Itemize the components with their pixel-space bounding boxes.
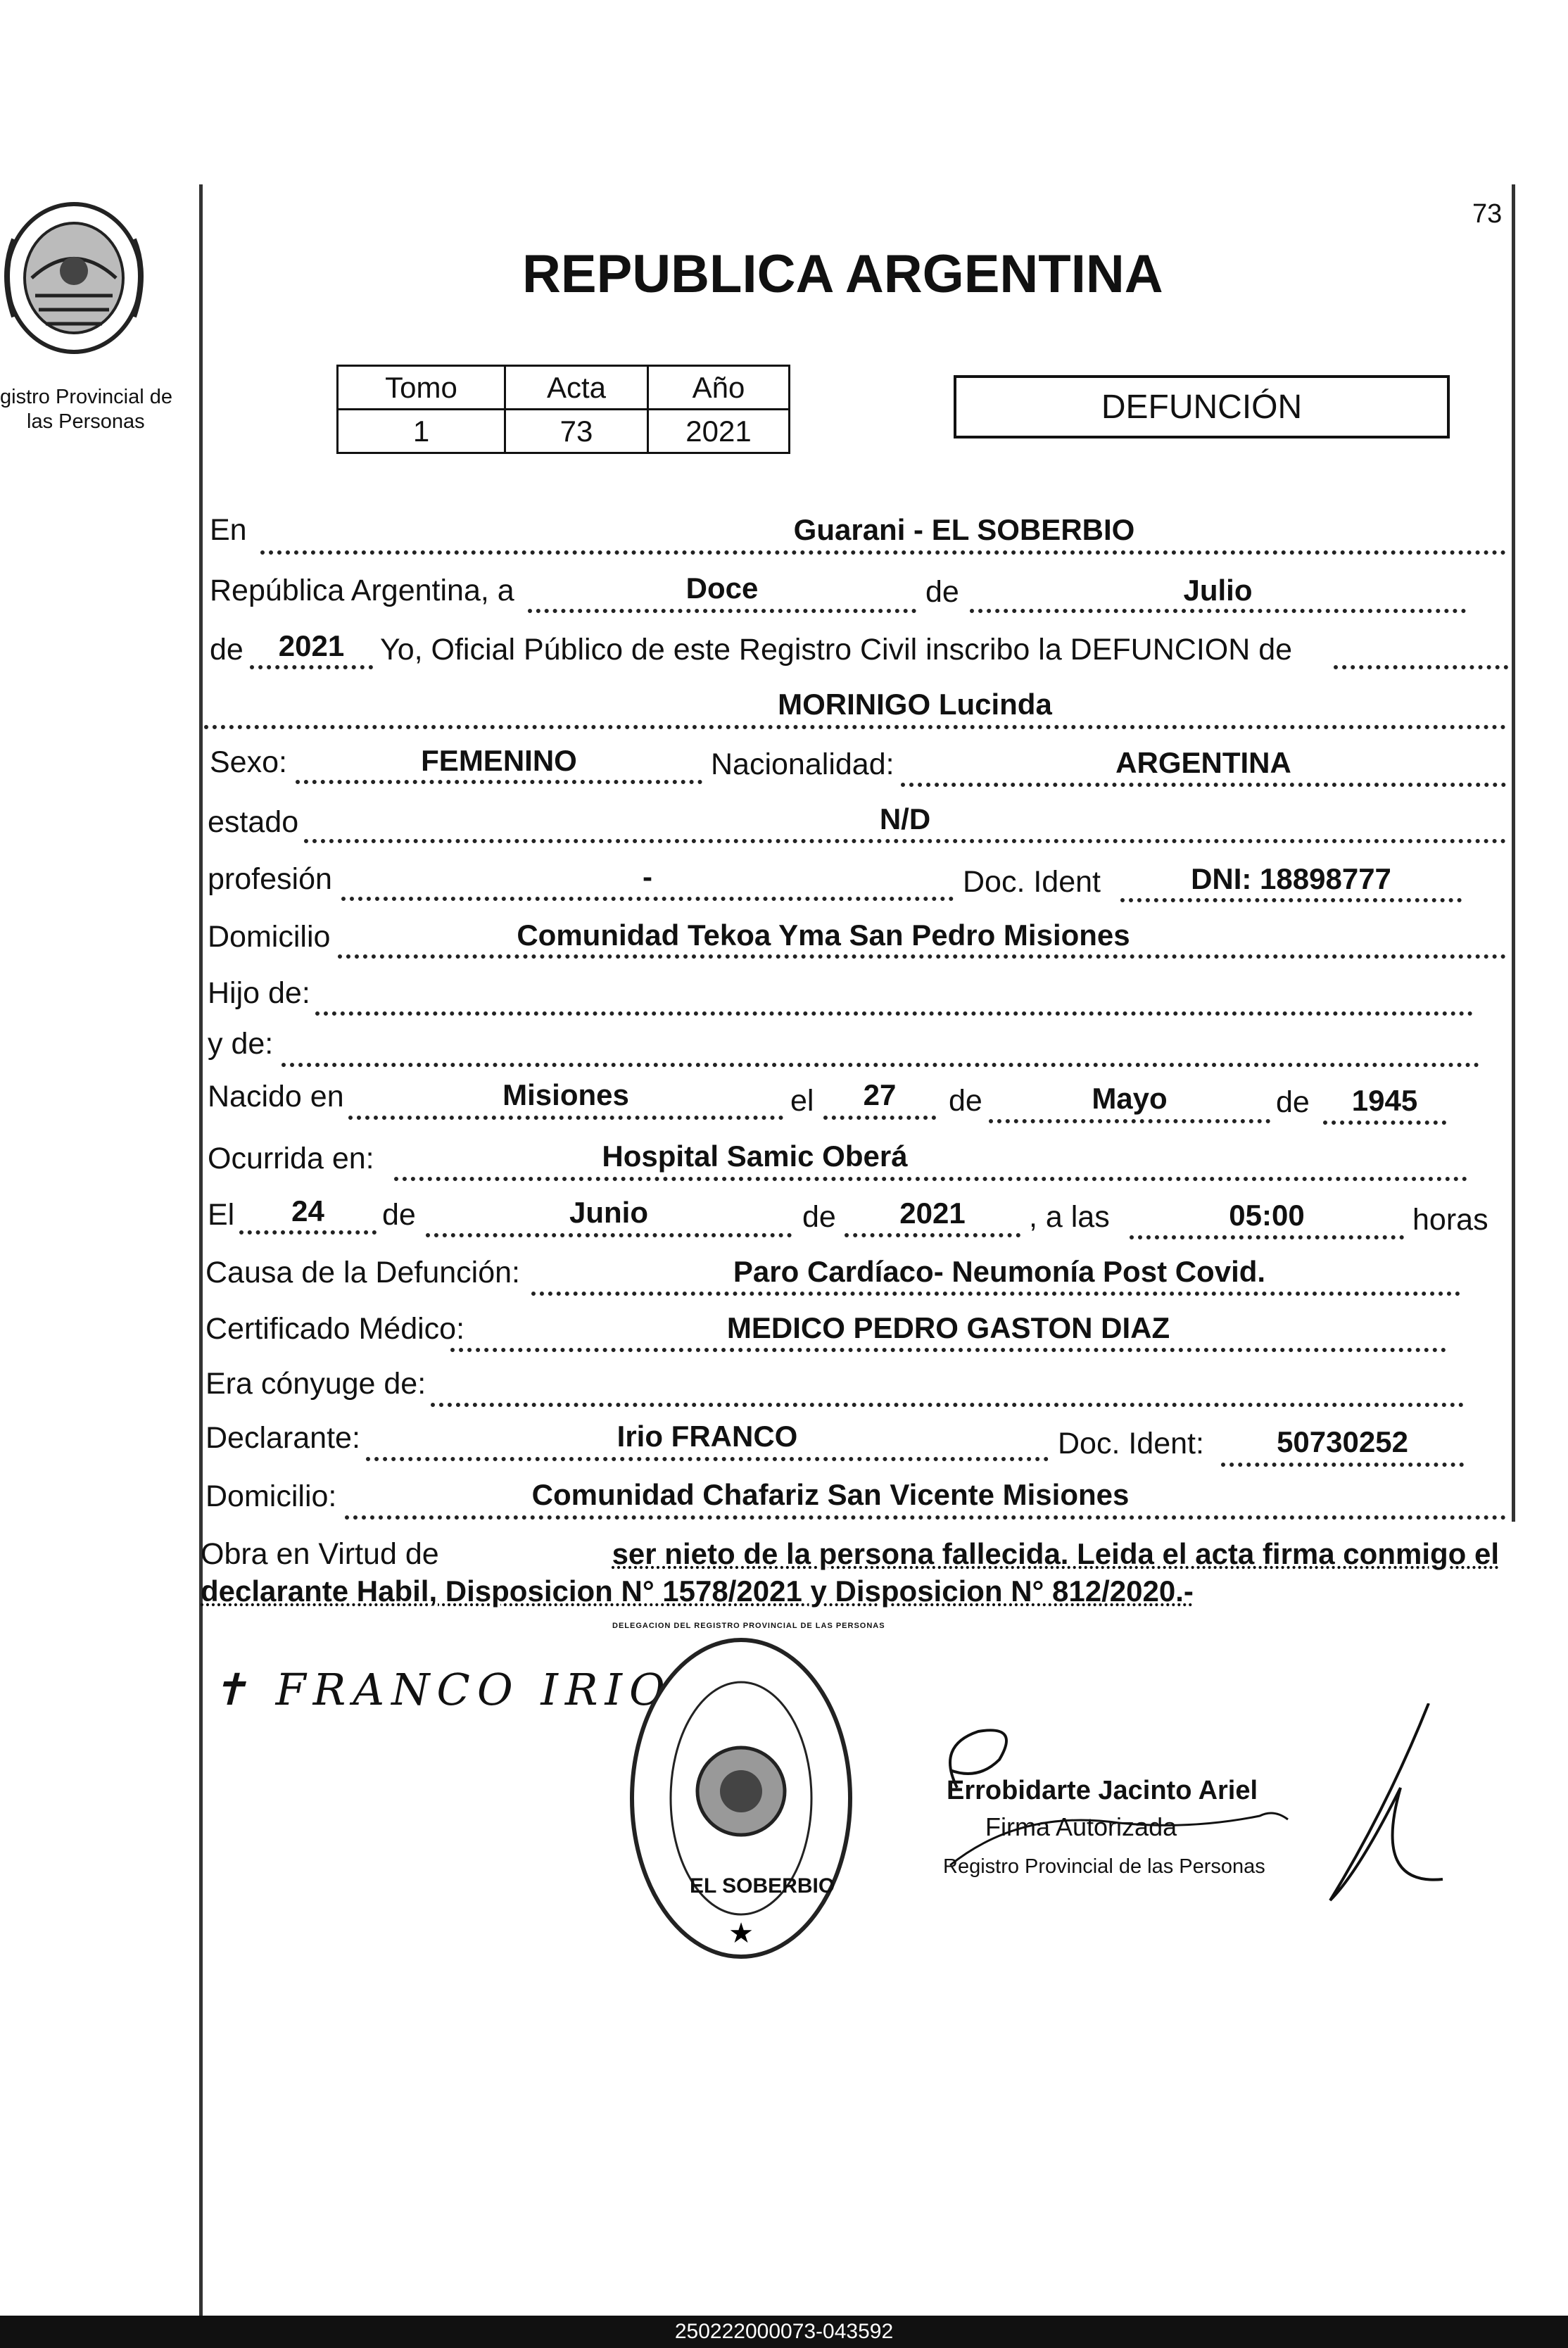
official-signature bbox=[908, 1703, 1471, 1914]
hijo-line bbox=[315, 1011, 1473, 1016]
birth-year-line bbox=[1323, 1121, 1446, 1125]
month-value: Julio bbox=[1183, 574, 1253, 607]
nacido-line bbox=[348, 1116, 783, 1120]
decl-dom-value: Comunidad Chafariz San Vicente Misiones bbox=[531, 1478, 1130, 1511]
decl-doc-label: Doc. Ident: bbox=[1058, 1427, 1204, 1460]
doc-type-box bbox=[954, 375, 1450, 438]
nacionalidad-value: ARGENTINA bbox=[1115, 746, 1291, 779]
stamp-center-text: EL SOBERBIO bbox=[690, 1874, 835, 1898]
doc-ident-value: DNI: 18898777 bbox=[1191, 862, 1391, 895]
profesion-value: - bbox=[643, 860, 652, 893]
yde-line bbox=[282, 1063, 1479, 1067]
nacido-label: Nacido en bbox=[208, 1080, 344, 1113]
death-month-line bbox=[426, 1233, 792, 1237]
place-line bbox=[260, 550, 1506, 555]
estado-line bbox=[304, 839, 1506, 843]
birth-month-line bbox=[989, 1119, 1270, 1123]
certificado-label: Certificado Médico: bbox=[206, 1312, 465, 1346]
death-year-value: 2021 bbox=[899, 1197, 966, 1230]
year-line bbox=[250, 665, 373, 669]
day-line bbox=[528, 609, 916, 613]
official-stamp bbox=[625, 1633, 857, 1964]
death-day-line bbox=[239, 1230, 377, 1235]
death-year-line bbox=[845, 1233, 1020, 1237]
birth-year-value: 1945 bbox=[1351, 1084, 1418, 1117]
barcode-id: 250222000073-043592 bbox=[674, 2320, 894, 2343]
acta-value: 73 bbox=[505, 410, 648, 453]
declarante-value: Irio FRANCO bbox=[617, 1420, 798, 1453]
conyuge-label: Era cónyuge de: bbox=[206, 1367, 426, 1401]
declarante-label: Declarante: bbox=[206, 1421, 360, 1455]
page-number: 73 bbox=[1472, 199, 1503, 229]
decl-doc-value: 50730252 bbox=[1277, 1425, 1408, 1458]
causa-value: Paro Cardíaco- Neumonía Post Covid. bbox=[733, 1255, 1266, 1288]
domicilio-value: Comunidad Tekoa Yma San Pedro Misiones bbox=[517, 919, 1130, 952]
country-title: REPUBLICA ARGENTINA bbox=[522, 244, 1163, 304]
domicilio-line bbox=[338, 954, 1506, 959]
deceased-line bbox=[204, 725, 1506, 729]
republica-label: República Argentina, a bbox=[210, 574, 514, 607]
de-label-4: de bbox=[1276, 1085, 1310, 1119]
obra-label: Obra en Virtud de bbox=[201, 1537, 439, 1571]
conyuge-line bbox=[431, 1403, 1464, 1407]
hijo-label: Hijo de: bbox=[208, 976, 310, 1010]
birth-day-line bbox=[823, 1116, 936, 1120]
en-label: En bbox=[210, 513, 247, 547]
decl-dom-line bbox=[345, 1515, 1506, 1520]
anio-header: Año bbox=[648, 366, 790, 410]
footer-bar bbox=[0, 2316, 1568, 2348]
obra-text-2: declarante Habil, Disposicion N° 1578/2021 y Disposicion N° 812/2020.- bbox=[201, 1574, 1194, 1608]
certificado-value: MEDICO PEDRO GASTON DIAZ bbox=[726, 1311, 1170, 1344]
nacionalidad-label: Nacionalidad: bbox=[711, 747, 894, 781]
province-seal bbox=[0, 197, 155, 366]
doc-ident-label: Doc. Ident bbox=[963, 865, 1101, 899]
de-label-6: de bbox=[802, 1200, 836, 1234]
official-name: Errobidarte Jacinto Ariel bbox=[947, 1776, 1258, 1805]
official-org: Registro Provincial de las Personas bbox=[943, 1855, 1265, 1878]
death-time-line bbox=[1130, 1235, 1404, 1239]
yo-text: Yo, Oficial Público de este Registro Civil inscribo la DEFUNCION de bbox=[380, 633, 1293, 667]
el2-label: El bbox=[208, 1198, 235, 1232]
sexo-label: Sexo: bbox=[210, 745, 287, 779]
sexo-value: FEMENINO bbox=[421, 744, 577, 777]
causa-label: Causa de la Defunción: bbox=[206, 1256, 521, 1289]
doc-type: DEFUNCIÓN bbox=[1101, 388, 1303, 426]
el-label: el bbox=[790, 1084, 814, 1118]
left-border bbox=[199, 184, 203, 2345]
horas-label: horas bbox=[1412, 1203, 1488, 1237]
certificado-line bbox=[450, 1348, 1446, 1352]
nacionalidad-line bbox=[901, 783, 1506, 787]
decl-doc-line bbox=[1221, 1463, 1464, 1467]
svg-text:★: ★ bbox=[728, 1917, 754, 1950]
acta-header: Acta bbox=[505, 366, 648, 410]
alas-label: , a las bbox=[1029, 1200, 1110, 1234]
ocurrida-line bbox=[394, 1177, 1467, 1181]
causa-line bbox=[531, 1292, 1460, 1296]
profesion-label: profesión bbox=[208, 862, 332, 896]
obra-text-1: ser nieto de la persona fallecida. Leida el acta firma conmigo el bbox=[612, 1537, 1499, 1570]
sexo-line bbox=[296, 780, 702, 784]
doc-ident-line bbox=[1120, 898, 1462, 902]
de-label-2: de bbox=[210, 633, 244, 667]
ocurrida-label: Ocurrida en: bbox=[208, 1142, 374, 1175]
year-value: 2021 bbox=[278, 629, 345, 662]
death-time-value: 05:00 bbox=[1229, 1199, 1305, 1232]
anio-value: 2021 bbox=[648, 410, 790, 453]
day-words: Doce bbox=[685, 572, 759, 605]
official-role: Firma Autorizada bbox=[985, 1812, 1177, 1841]
de-label-1: de bbox=[925, 575, 959, 609]
decl-dom-label: Domicilio: bbox=[206, 1479, 337, 1513]
month-line bbox=[970, 609, 1466, 613]
registry-name-line2: las Personas bbox=[27, 410, 145, 433]
de-label-3: de bbox=[949, 1084, 982, 1118]
birth-day-value: 27 bbox=[863, 1078, 897, 1111]
ocurrida-value: Hospital Samic Oberá bbox=[602, 1140, 908, 1173]
record-table bbox=[336, 365, 790, 454]
right-border bbox=[1512, 184, 1515, 1522]
yo-line bbox=[1334, 665, 1508, 669]
nacido-value: Misiones bbox=[502, 1078, 629, 1111]
domicilio-label: Domicilio bbox=[208, 920, 331, 954]
birth-month-value: Mayo bbox=[1092, 1082, 1168, 1115]
death-month-value: Junio bbox=[569, 1196, 648, 1229]
declarante-line bbox=[366, 1457, 1049, 1461]
death-day-value: 24 bbox=[291, 1194, 324, 1227]
stamp-ring-text: DELEGACION DEL REGISTRO PROVINCIAL DE LAS PERSONAS bbox=[612, 1622, 885, 1630]
yde-label: y de: bbox=[208, 1027, 274, 1061]
de-label-5: de bbox=[382, 1198, 416, 1232]
tomo-header: Tomo bbox=[338, 366, 505, 410]
profesion-line bbox=[341, 897, 954, 901]
registry-name-line1: gistro Provincial de bbox=[0, 386, 172, 408]
estado-value: N/D bbox=[879, 802, 931, 835]
declarant-handwriting: ✝ FRANCO IRIO bbox=[211, 1664, 672, 1715]
tomo-value: 1 bbox=[338, 410, 505, 453]
deceased-name: MORINIGO Lucinda bbox=[778, 688, 1052, 721]
estado-label: estado bbox=[208, 805, 299, 839]
place-value: Guarani - EL SOBERBIO bbox=[793, 513, 1135, 546]
